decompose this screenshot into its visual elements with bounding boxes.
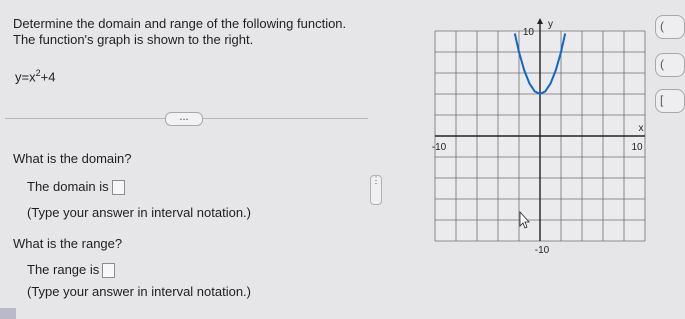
domain-question: What is the domain? bbox=[13, 151, 132, 166]
x-max-label: 10 bbox=[631, 142, 643, 153]
y-axis-label: y bbox=[548, 19, 553, 30]
y-axis-arrow-icon bbox=[537, 18, 543, 24]
side-button-3[interactable]: [ bbox=[655, 89, 685, 113]
equation-rhs: +4 bbox=[40, 69, 56, 85]
range-hint: (Type your answer in interval notation.) bbox=[27, 284, 251, 299]
domain-answer-row bbox=[27, 179, 125, 195]
x-axis-label: x bbox=[638, 123, 644, 134]
range-answer-label: The range is bbox=[27, 262, 100, 277]
question-subprompt: The function's graph is shown to the right. bbox=[13, 32, 254, 47]
domain-hint: (Type your answer in interval notation.) bbox=[27, 205, 251, 220]
bottom-left-marker bbox=[0, 308, 16, 319]
panel-resize-handle[interactable]: ⋮ bbox=[370, 175, 382, 205]
function-graph[interactable] bbox=[425, 15, 655, 256]
domain-answer-label: The domain is bbox=[27, 179, 109, 194]
equation-lhs: y=x bbox=[15, 69, 36, 85]
range-question: What is the range? bbox=[13, 236, 123, 251]
side-button-2[interactable]: ( bbox=[655, 53, 685, 77]
y-min-label: -10 bbox=[534, 245, 550, 256]
x-min-label: -10 bbox=[431, 142, 447, 153]
function-equation bbox=[15, 68, 55, 84]
range-answer-row bbox=[27, 262, 115, 278]
question-prompt: Determine the domain and range of the following function. bbox=[13, 16, 347, 31]
more-options-button[interactable]: ... bbox=[165, 112, 203, 126]
domain-answer-input[interactable] bbox=[112, 180, 125, 195]
equation-exponent: 2 bbox=[35, 68, 41, 78]
range-answer-input[interactable] bbox=[102, 263, 115, 278]
side-button-1[interactable]: ( bbox=[655, 15, 685, 39]
y-max-label: 10 bbox=[522, 27, 534, 38]
